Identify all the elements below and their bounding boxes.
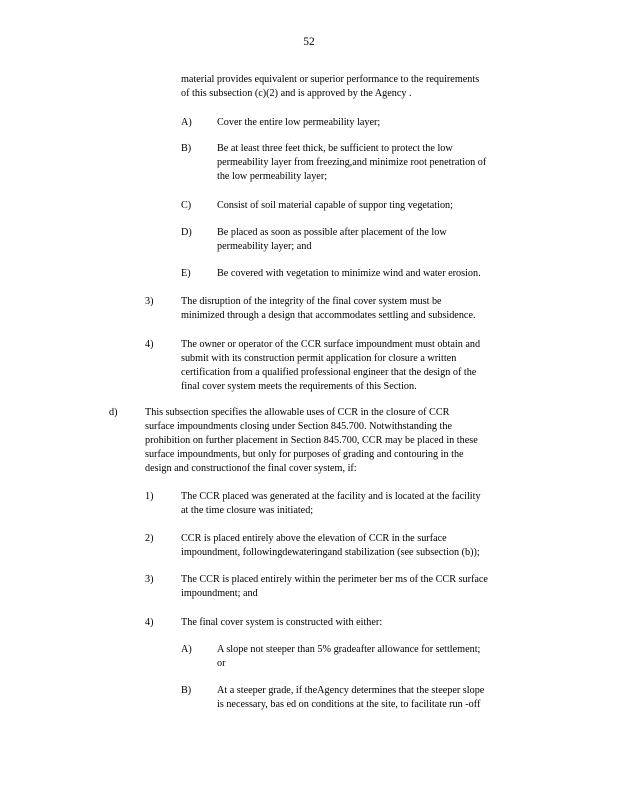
- text-line: of this subsection (c)(2) and is approved by the Agency .: [181, 88, 412, 99]
- item-label-c2-c: C): [181, 200, 192, 211]
- intro-paragraph: [181, 73, 479, 101]
- item-label-c2-b: B): [181, 143, 192, 154]
- item-label-d-2: 2): [145, 533, 154, 544]
- item-text-d-1: [181, 490, 481, 518]
- text-line: prohibition on further placement in Section 845.700, CCR may be placed in these: [145, 435, 478, 446]
- text-line: impoundment, followingdewateringand stabilization (see subsection (b));: [181, 547, 480, 558]
- text-line: material provides equivalent or superior performance to the requirements: [181, 74, 480, 85]
- item-text-d4-a: [217, 643, 480, 671]
- text-line: surface impoundments, but only for purposes of grading and contouring in the: [145, 449, 464, 460]
- text-line: at the time closure was initiated;: [181, 505, 314, 516]
- item-label-d4-b: B): [181, 685, 192, 696]
- item-label-d4-a: A): [181, 644, 192, 655]
- text-line: surface impoundments closing under Section 845.700. Notwithstanding the: [145, 421, 452, 432]
- item-label-c-3: 3): [145, 296, 154, 307]
- item-label-c2-e: E): [181, 268, 191, 279]
- text-line: Cover the entire low permeability layer;: [217, 117, 381, 128]
- text-line: This subsection specifies the allowable uses of CCR in the closure of CCR: [145, 407, 450, 418]
- text-line: is necessary, bas ed on conditions at the site, to facilitate run -off: [217, 699, 481, 710]
- text-line: CCR is placed entirely above the elevation of CCR in the surface: [181, 533, 447, 544]
- item-label-d-1: 1): [145, 491, 154, 502]
- text-line: At a steeper grade, if theAgency determines that the steeper slope: [217, 685, 485, 696]
- item-text-d-3: [181, 573, 488, 601]
- item-text-d4-b: [217, 684, 484, 712]
- text-line: A slope not steeper than 5% gradeafter allowance for settlement;: [217, 644, 481, 655]
- text-line: submit with its construction permit application for closure a written: [181, 353, 457, 364]
- text-line: minimized through a design that accommodates settling and subsidence.: [181, 310, 476, 321]
- item-label-d-4: 4): [145, 617, 154, 628]
- text-line: Consist of soil material capable of suppor ting vegetation;: [217, 200, 453, 211]
- item-text-d-4: [181, 616, 382, 630]
- item-text-d-2: [181, 532, 480, 560]
- text-line: The CCR placed was generated at the facility and is located at the facility: [181, 491, 481, 502]
- text-line: impoundment; and: [181, 588, 258, 599]
- text-line: Be placed as soon as possible after placement of the low: [217, 227, 447, 238]
- item-label-c-4: 4): [145, 339, 154, 350]
- item-text-c2-b: [217, 142, 486, 184]
- text-line: Be covered with vegetation to minimize wind and water erosion.: [217, 268, 481, 279]
- text-line: design and constructionof the final cover system, if:: [145, 463, 357, 474]
- text-line: certification from a qualified professional engineer that the design of the: [181, 367, 477, 378]
- text-line: or: [217, 658, 226, 669]
- page-number: 52: [303, 36, 315, 48]
- item-label-c2-a: A): [181, 117, 192, 128]
- text-line: the low permeability layer;: [217, 171, 328, 182]
- text-line: permeability layer; and: [217, 241, 312, 252]
- text-line: Be at least three feet thick, be sufficient to protect the low: [217, 143, 453, 154]
- item-text-c-4: [181, 338, 480, 394]
- text-line: The final cover system is constructed with either:: [181, 617, 383, 628]
- section-text-d: [145, 406, 478, 476]
- item-text-c-3: [181, 295, 476, 323]
- text-line: final cover system meets the requirements of this Section.: [181, 381, 417, 392]
- text-line: permeability layer from freezing,and minimize root penetration of: [217, 157, 487, 168]
- item-text-c2-d: [217, 226, 447, 254]
- item-text-c2-e: [217, 267, 481, 281]
- item-label-c2-d: D): [181, 227, 192, 238]
- item-text-c2-a: [217, 116, 380, 130]
- text-line: The CCR is placed entirely within the perimeter ber ms of the CCR surface: [181, 574, 488, 585]
- item-label-d-3: 3): [145, 574, 154, 585]
- section-label-d: d): [109, 407, 118, 418]
- text-line: The owner or operator of the CCR surface impoundment must obtain and: [181, 339, 481, 350]
- item-text-c2-c: [217, 199, 453, 213]
- text-line: The disruption of the integrity of the final cover system must be: [181, 296, 442, 307]
